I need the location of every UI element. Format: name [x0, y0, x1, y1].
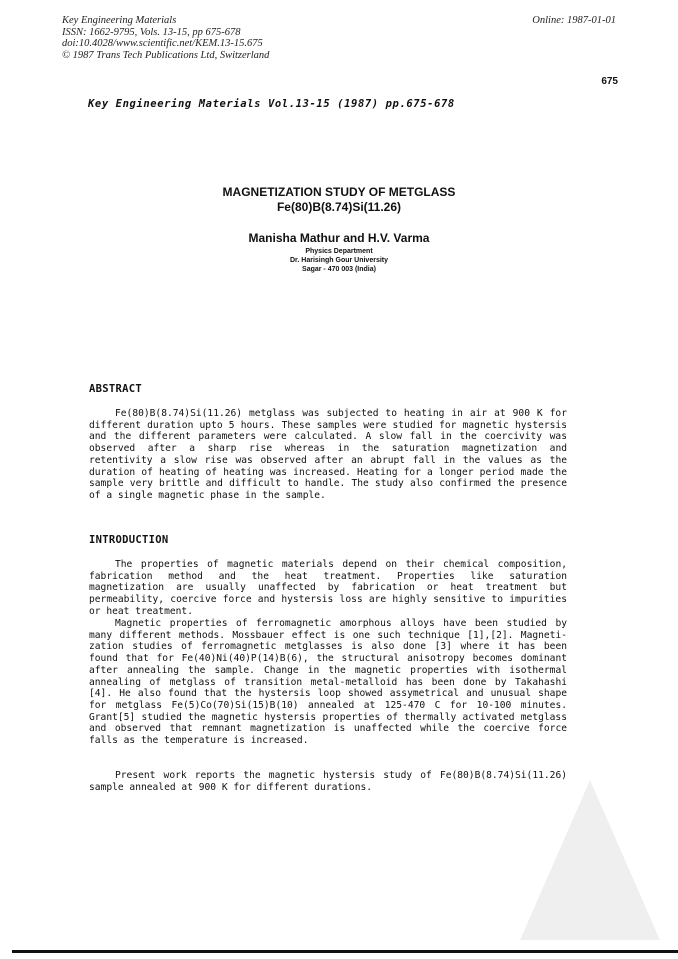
affiliation-university: Dr. Harisingh Gour University: [289, 257, 389, 264]
abstract-heading: ABSTRACT: [89, 383, 142, 395]
watermark-graphic: [520, 780, 660, 940]
doi-line: doi:10.4028/www.scientific.net/KEM.13-15.675: [62, 38, 263, 49]
journal-name: Key Engineering Materials: [62, 15, 177, 26]
abstract-text: Fe(80)B(8.74)Si(11.26) metglass was subjected to heating in air at 900 K for different duration upto 5 hours. These samples were studied for magnetic hystersis and the different parameters were calculated. A slow fall in the coercivity was observed after a sharp rise whereas in the saturation magnetization and retentivity a slow rise was observed after an abrupt fall in the values as the duration of heating of heating was increased. Heating for a longer period made the sample very brittle and difficult to handle. The study also confirmed the presence of a single magnetic phase in the sample.: [89, 408, 567, 501]
introduction-heading: INTRODUCTION: [89, 534, 169, 546]
page-number: 675: [601, 76, 618, 87]
citation-line: Key Engineering Materials Vol.13-15 (1987) pp.675-678: [88, 98, 455, 110]
introduction-paragraph-3: Present work reports the magnetic hystersis study of Fe(80)B(8.74)Si(11.26) sample annealed at 900 K for different durations.: [89, 770, 567, 793]
journal-metadata: [62, 15, 269, 61]
authors: Manisha Mathur and H.V. Varma: [248, 231, 430, 245]
affiliation-dept: Physics Department: [305, 248, 373, 255]
introduction-paragraph-2: Magnetic properties of ferromagnetic amorphous alloys have been studied by many different methods. Mossbauer effect is one such technique [1],[2]. Magneti-zation studies of ferromagnetic metglasses is also done [3] where it has been found that for Fe(40)Ni(40)P(14)B(6), the structural anisotropy becomes dominant after annealing the sample. Change in the magnetic properties with isothermal annealing of metglass of transition metal-metalloid has been done by Takahashi [4]. He also found that the hystersis loop showed assymetrical and unusual shape for metglass Fe(5)Co(70)Si(15)B(10) annealed at 125-470 C for 10-100 minutes. Grant[5] studied the magnetic hystersis properties of thermally activated metglass and observed that remnant magnetization is unaffected while the coercive force falls as the temperature is increased.: [89, 618, 567, 747]
paper-title-line2: Fe(80)B(8.74)Si(11.26): [276, 200, 402, 214]
paper-title-line1: MAGNETIZATION STUDY OF METGLASS: [222, 185, 456, 199]
copyright-line: © 1987 Trans Tech Publications Ltd, Switzerland: [62, 49, 270, 61]
issn-line: ISSN: 1662-9795, Vols. 13-15, pp 675-678: [62, 26, 241, 38]
introduction-paragraph-1: The properties of magnetic materials depend on their chemical composition, fabrication method and the heat treatment. Properties like saturation magnetization are usually unaffected by fabrication or heat treatment but permeability, coercive force and hystersis loss are highly sensitive to impurities or heat treatment.: [89, 559, 567, 617]
online-date: Online: 1987-01-01: [532, 15, 616, 26]
affiliation-city: Sagar - 470 003 (India): [302, 266, 376, 273]
footer-rule: [12, 950, 678, 953]
